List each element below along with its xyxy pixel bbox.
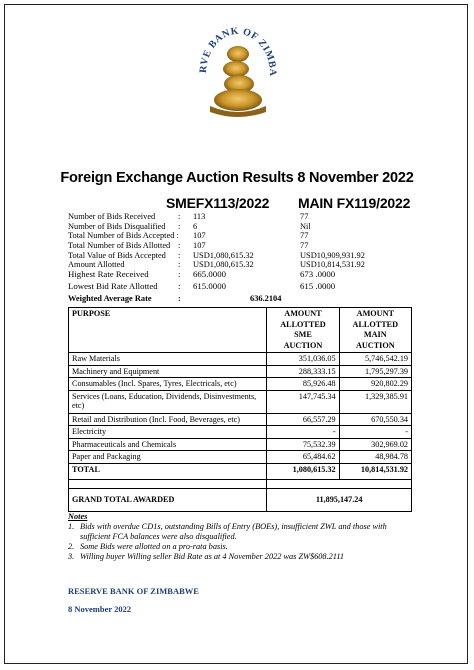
- weighted-average-row: [68, 294, 408, 304]
- stat-sme-value: USD1,080,615.32: [193, 260, 254, 270]
- stat-sme-value: 665.0000: [193, 269, 226, 280]
- stat-label: Amount Allotted: [68, 260, 125, 270]
- main-amount-cell: 1,795,297.39: [339, 365, 411, 378]
- main-amount-header: [339, 308, 411, 353]
- stat-main-value: 77: [300, 212, 309, 221]
- note-number: 2.: [68, 542, 75, 551]
- stat-sme-value: 6: [193, 221, 198, 231]
- note-text: Willing buyer Willing seller Bid Rate as at 4 November 2022 was ZW$608.2111: [80, 552, 345, 561]
- total-label: TOTAL: [69, 463, 267, 479]
- table-row: [69, 365, 412, 378]
- main-amount-cell: 920,802.29: [339, 378, 411, 391]
- stat-sme-value: 615.0000: [193, 281, 226, 292]
- note-item: [68, 522, 413, 542]
- purpose-cell: Paper and Packaging: [69, 451, 267, 464]
- sme-amount-cell: 75,532.39: [267, 438, 339, 451]
- header-line: ALLOTTED: [280, 319, 326, 329]
- purpose-cell: Services (Loans, Education, Dividends, Disinvestments, etc): [69, 390, 267, 413]
- header-line: AUCTION: [283, 340, 323, 350]
- notes-title: Notes: [68, 512, 88, 521]
- header-line: AMOUNT: [284, 309, 322, 318]
- total-row: [69, 463, 412, 479]
- sme-auction-heading: SMEFX113/2022: [166, 195, 270, 211]
- purpose-cell: Consumables (Incl. Spares, Tyres, Electricals, etc): [69, 378, 267, 391]
- main-amount-cell: 670,550.34: [339, 413, 411, 426]
- table-row: [69, 413, 412, 426]
- sme-amount-cell: 351,036.05: [267, 353, 339, 366]
- stat-colon: :: [178, 212, 181, 221]
- grand-total-row: [69, 488, 412, 511]
- note-text: Bids with overdue CD1s, outstanding Bills of Entry (BOEs), insufficient ZWL and those with sufficient FCA balances were also disqualified.: [80, 522, 387, 541]
- purpose-cell: Electricity: [69, 426, 267, 439]
- total-sme-cell: 1,080,615.32: [267, 463, 339, 479]
- spacer-cell: [69, 479, 267, 488]
- main-amount-cell: 5,746,542.19: [339, 353, 411, 366]
- grand-total-label: GRAND TOTAL AWARDED: [69, 488, 267, 511]
- stat-main-value: 615 .0000: [300, 281, 336, 292]
- sme-amount-cell: -: [267, 426, 339, 439]
- weighted-average-colon: :: [178, 294, 181, 304]
- table-header-row: [69, 308, 412, 353]
- notes-section: [68, 512, 413, 562]
- purpose-cell: Machinery and Equipment: [69, 365, 267, 378]
- stat-colon: :: [178, 221, 181, 231]
- stat-main-value: 673 .0000: [300, 269, 336, 280]
- note-number: 3.: [68, 552, 75, 561]
- stat-sme-value: 107: [193, 231, 206, 241]
- sme-amount-header: [267, 308, 339, 353]
- stat-main-value: 77: [300, 231, 309, 241]
- stat-main-value: Nil: [300, 221, 311, 231]
- header-line: MAIN: [363, 330, 387, 339]
- page-title: Foreign Exchange Auction Results 8 November 2022: [60, 170, 414, 186]
- purpose-cell: Raw Materials: [69, 353, 267, 366]
- stat-sme-value: USD1,080,615.32: [193, 250, 254, 260]
- footer-organization: RESERVE BANK OF ZIMBABWE: [68, 586, 199, 596]
- sme-amount-cell: 288,333.15: [267, 365, 339, 378]
- stat-label: Lowest Bid Rate Allotted: [68, 281, 158, 292]
- sme-amount-cell: 147,745.34: [267, 390, 339, 413]
- header-line: SME: [294, 330, 312, 339]
- header-line: AUCTION: [355, 340, 395, 350]
- auction-stats: [68, 212, 408, 304]
- purpose-cell: Pharmaceuticals and Chemicals: [69, 438, 267, 451]
- stat-label: Total Value of Bids Accepted: [68, 250, 166, 260]
- footer-date: 8 November 2022: [68, 604, 132, 614]
- stat-colon: :: [178, 260, 181, 270]
- table-row: [69, 353, 412, 366]
- stat-main-value: USD10,909,931.92: [300, 250, 365, 260]
- main-amount-cell: 1,329,385.91: [339, 390, 411, 413]
- stat-label: Total Number of Bids Accepted :: [68, 231, 179, 241]
- table-row: [69, 438, 412, 451]
- table-row: [69, 390, 412, 413]
- stat-sme-value: 113: [193, 212, 206, 221]
- svg-text:RESERVE BANK OF ZIMBABWE: RVE BANK OF ZIMBA: [197, 25, 279, 77]
- main-amount-cell: -: [339, 426, 411, 439]
- stat-row: [68, 212, 408, 222]
- total-main-cell: 10,814,531.92: [339, 463, 411, 479]
- weighted-average-value: 636.2104: [250, 294, 282, 304]
- rbz-logo-seal: [192, 14, 284, 140]
- stat-row: [68, 241, 408, 251]
- note-number: 1.: [68, 522, 75, 531]
- note-item: [68, 552, 413, 562]
- table-row: [69, 426, 412, 439]
- stat-colon: :: [178, 269, 181, 280]
- stat-main-value: 77: [300, 241, 309, 251]
- stat-colon: :: [178, 241, 181, 251]
- stat-colon: :: [178, 281, 181, 292]
- stat-label: Number of Bids Received: [68, 212, 156, 221]
- sme-amount-cell: 85,926.48: [267, 378, 339, 391]
- purpose-cell: Retail and Distribution (Incl. Food, Beverages, etc): [69, 413, 267, 426]
- stat-label: Highest Rate Received: [68, 269, 149, 280]
- stat-row: [68, 251, 408, 261]
- table-row: [69, 378, 412, 391]
- stat-main-value: USD10,814,531.92: [300, 260, 365, 270]
- stat-colon: :: [178, 250, 181, 260]
- stat-row: [68, 222, 408, 232]
- stat-label: Total Number of Bids Allotted: [68, 241, 171, 251]
- spacer-cell: [267, 479, 412, 488]
- stat-row: [68, 282, 408, 294]
- header-line: ALLOTTED: [352, 319, 399, 329]
- stat-row: [68, 231, 408, 241]
- purpose-header: PURPOSE: [69, 308, 267, 353]
- stat-label: Number of Bids Disqualified: [68, 221, 166, 231]
- main-amount-cell: 302,969.02: [339, 438, 411, 451]
- sme-amount-cell: 66,557.29: [267, 413, 339, 426]
- sme-amount-cell: 65,484.62: [267, 451, 339, 464]
- grand-total-value: 11,895,147.24: [267, 488, 412, 511]
- spacer-row: [69, 479, 412, 488]
- main-amount-cell: 48,984.78: [339, 451, 411, 464]
- weighted-average-label: Weighted Average Rate: [68, 294, 152, 304]
- table-row: [69, 451, 412, 464]
- main-auction-heading: MAIN FX119/2022: [298, 195, 411, 211]
- stat-sme-value: 107: [193, 241, 206, 251]
- note-text: Some Bids were allotted on a pro-rata basis.: [80, 542, 228, 551]
- header-line: AMOUNT: [356, 309, 394, 318]
- note-item: [68, 542, 413, 552]
- allocation-table: [68, 307, 412, 512]
